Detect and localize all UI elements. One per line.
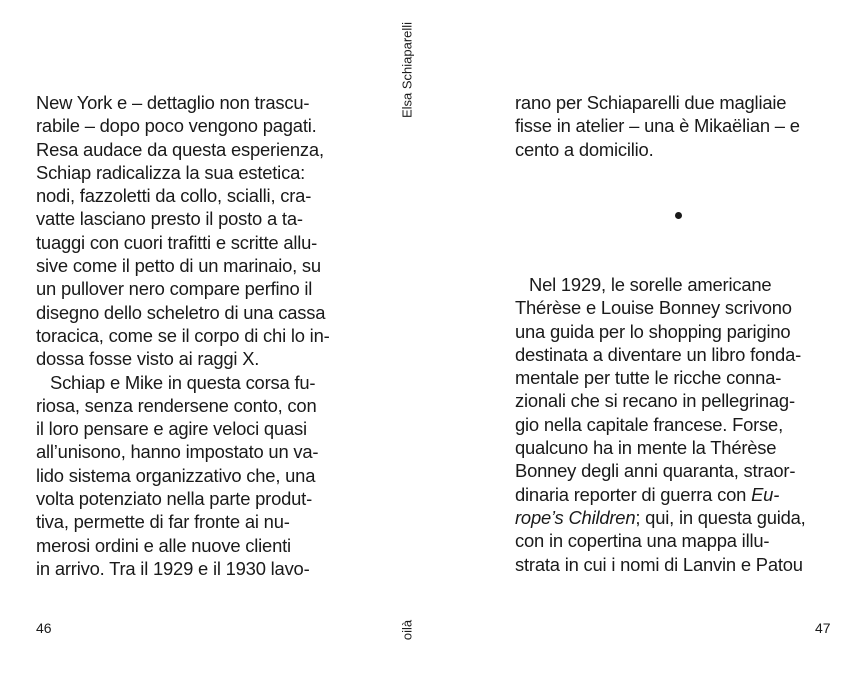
text-line: in arrivo. Tra il 1929 e il 1930 lavo- (36, 557, 310, 579)
running-head-text: Elsa Schiaparelli (399, 21, 415, 119)
text-line (515, 506, 835, 529)
text-line: volta potenziato nella parte produt- (36, 488, 312, 510)
text-line: dossa fosse visto ai raggi X. (36, 348, 260, 370)
text-line: strata in cui i nomi di Lanvin e Patou (515, 553, 803, 575)
page-number-right: 47 (815, 620, 831, 636)
text-line: rabile – dopo poco vengono pagati. (36, 115, 317, 137)
book-title-italic: rope’s Children (515, 506, 636, 528)
text-line: New York e – dettaglio non trascu- (36, 92, 310, 113)
text-line: destinata a diventare un libro fonda- (515, 343, 802, 365)
text-line: Thérèse e Louise Bonney scrivono (515, 297, 792, 319)
text-fragment: dinaria reporter di guerra con (515, 483, 747, 505)
left-page-text (36, 91, 366, 580)
text-line: Resa audace da questa esperienza, (36, 138, 324, 160)
right-page (431, 0, 863, 690)
text-line: disegno dello scheletro di una cassa (36, 301, 326, 323)
text-line: zionali che si recano in pellegrinag- (515, 390, 795, 412)
text-line: qualcuno ha in mente la Thérèse (515, 437, 777, 459)
text-line: toracica, come se il corpo di chi lo in- (36, 324, 330, 346)
book-title-italic: Eu- (751, 483, 780, 505)
text-line: cento a domicilio. (515, 138, 654, 160)
text-line: un pullover nero compare perfino il (36, 278, 313, 300)
text-fragment: ; qui, in questa guida, (635, 506, 806, 528)
text-line: Bonney degli anni quaranta, straor- (515, 460, 796, 482)
left-page (0, 0, 431, 690)
right-page-text-top (515, 91, 835, 161)
text-line: rano per Schiaparelli due magliaie (515, 92, 787, 113)
text-line: riosa, senza rendersene conto, con (36, 394, 317, 416)
running-head (395, 10, 419, 130)
text-line (515, 483, 835, 506)
text-line: Nel 1929, le sorelle americane (529, 274, 772, 295)
text-line: una guida per lo shopping parigino (515, 320, 791, 342)
text-line: vatte lasciano presto il posto a ta- (36, 208, 303, 230)
text-line: nodi, fazzoletti da collo, scialli, cra- (36, 185, 312, 207)
text-line: all’unisono, hanno impostato un va- (36, 441, 319, 463)
text-line: mentale per tutte le ricche conna- (515, 367, 782, 389)
text-line: merosi ordini e alle nuove clienti (36, 534, 291, 556)
running-foot (395, 618, 419, 642)
text-line: il loro pensare e agire veloci quasi (36, 418, 307, 440)
text-line: lido sistema organizzativo che, una (36, 464, 316, 486)
text-line: Schiap radicalizza la sua estetica: (36, 161, 306, 183)
page-number-left: 46 (36, 620, 52, 636)
text-line: tiva, permette di far fronte ai nu- (36, 511, 290, 533)
text-line: gio nella capitale francese. Forse, (515, 413, 783, 435)
right-page-text-bottom (515, 273, 835, 576)
running-foot-text: oilà (399, 619, 415, 641)
text-line: fisse in atelier – una è Mikaëlian – e (515, 115, 800, 137)
text-line: con in copertina una mappa illu- (515, 530, 770, 552)
text-line: sive come il petto di un marinaio, su (36, 255, 321, 277)
section-break-dot (675, 212, 682, 219)
text-line: Schiap e Mike in questa corsa fu- (50, 371, 316, 393)
text-line: tuaggi con cuori trafitti e scritte allu- (36, 231, 318, 253)
